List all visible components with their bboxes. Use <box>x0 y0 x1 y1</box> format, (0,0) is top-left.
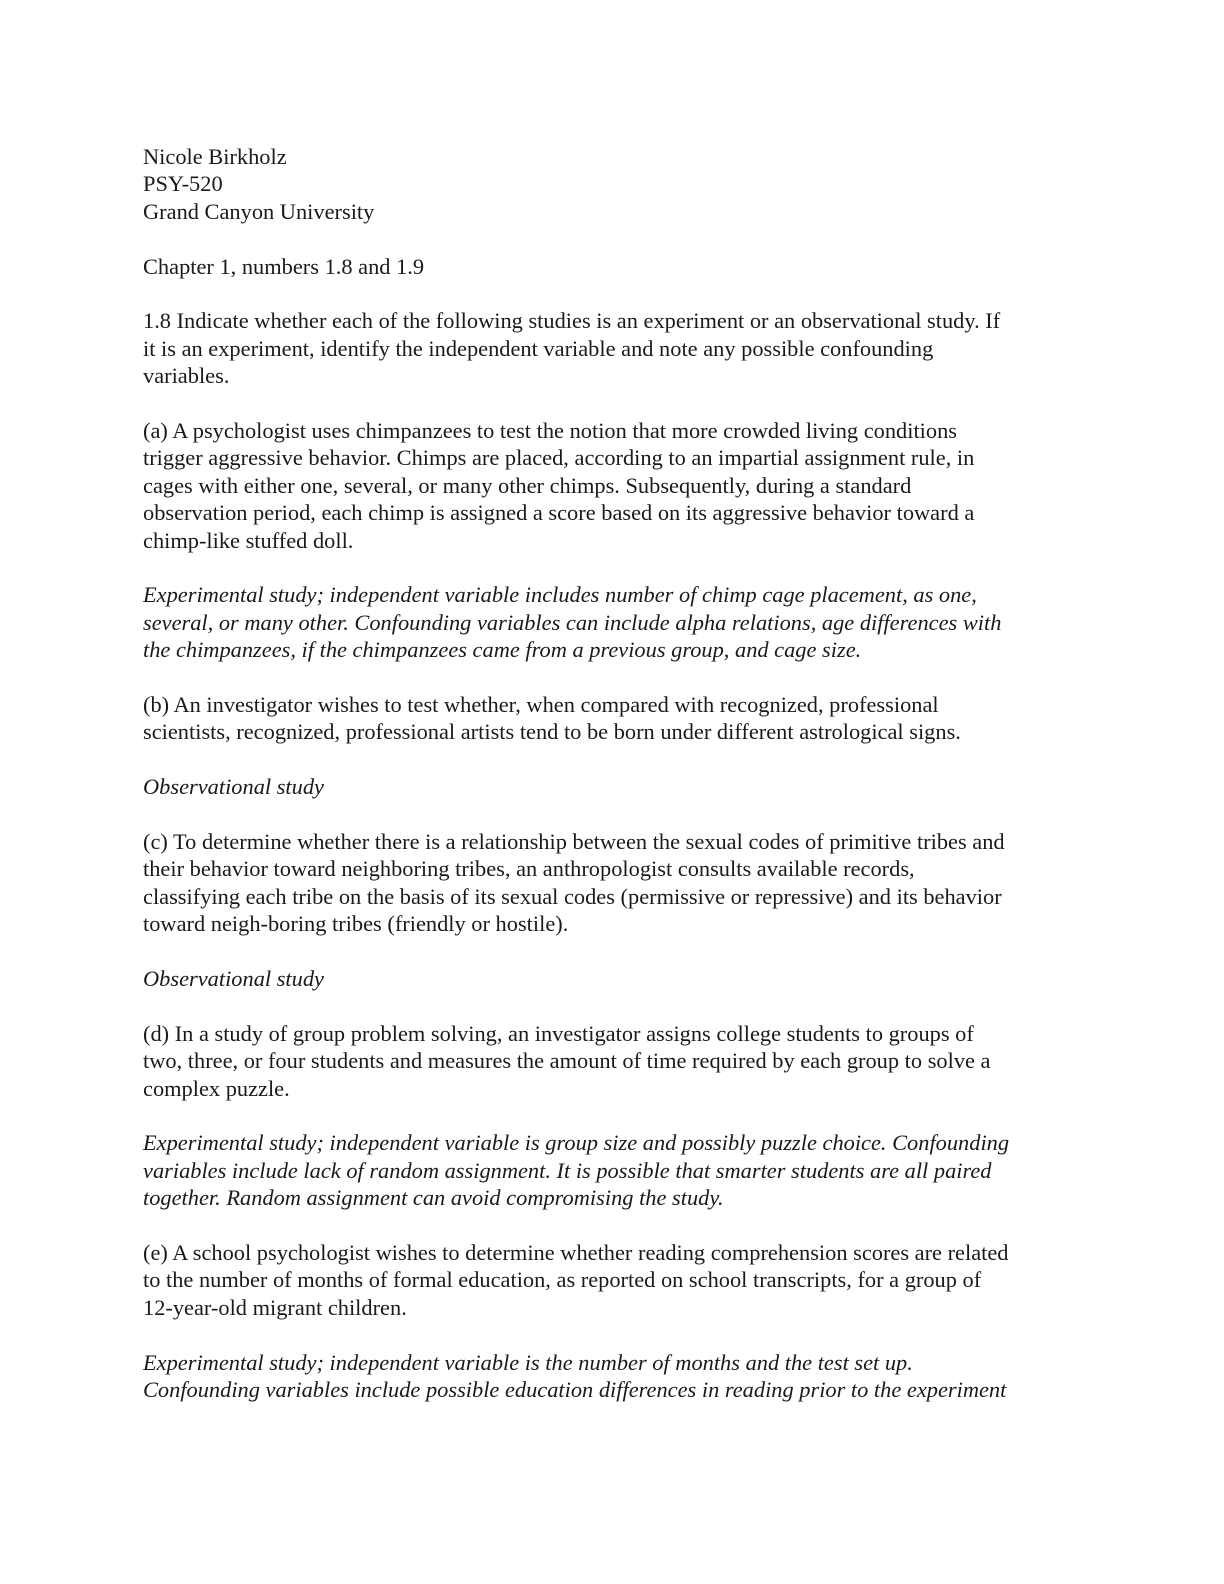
part-c-answer <box>143 965 1073 992</box>
question-line: (b) An investigator wishes to test whether, when compared with recognized, professional <box>143 692 939 718</box>
author-header <box>143 143 1073 225</box>
question-line: (a) A psychologist uses chimpanzees to test the notion that more crowded living conditions <box>143 418 957 444</box>
question-line: trigger aggressive behavior. Chimps are placed, according to an impartial assignment rule, in <box>143 445 975 471</box>
question-line: observation period, each chimp is assigned a score based on its aggressive behavior toward a <box>143 500 975 526</box>
answer-line: Experimental study; independent variable is the number of months and the test set up. <box>143 1349 913 1375</box>
chapter-heading <box>143 253 1073 280</box>
answer-line: Experimental study; independent variable is group size and possibly puzzle choice. Confounding <box>143 1130 1010 1156</box>
question-line: (e) A school psychologist wishes to determine whether reading comprehension scores are related <box>143 1240 1009 1266</box>
answer-line: the chimpanzees, if the chimpanzees came from a previous group, and cage size. <box>143 637 862 663</box>
question-line: complex puzzle. <box>143 1075 290 1101</box>
question-1-8-prompt <box>143 307 1073 389</box>
question-line: 12-year-old migrant children. <box>143 1294 407 1320</box>
part-d-answer <box>143 1129 1073 1211</box>
question-line: (c) To determine whether there is a relationship between the sexual codes of primitive tribes and <box>143 829 1005 855</box>
document-page <box>143 143 1073 1431</box>
part-a-answer <box>143 581 1073 663</box>
answer-line: Observational study <box>143 966 324 992</box>
question-line: two, three, or four students and measures the amount of time required by each group to solve a <box>143 1048 991 1074</box>
answer-line: Experimental study; independent variable includes number of chimp cage placement, as one, <box>143 582 977 608</box>
part-b-question <box>143 691 1073 746</box>
answer-line: Observational study <box>143 774 324 800</box>
part-c-question <box>143 828 1073 938</box>
question-line: scientists, recognized, professional artists tend to be born under different astrological signs. <box>143 719 961 745</box>
course-code: PSY-520 <box>143 171 223 197</box>
part-b-answer <box>143 773 1073 800</box>
prompt-line: variables. <box>143 363 230 389</box>
part-e-answer <box>143 1349 1073 1404</box>
school-name: Grand Canyon University <box>143 198 375 224</box>
question-line: cages with either one, several, or many other chimps. Subsequently, during a standard <box>143 472 912 498</box>
answer-line: together. Random assignment can avoid compromising the study. <box>143 1185 724 1211</box>
question-line: (d) In a study of group problem solving, an investigator assigns college students to groups of <box>143 1020 974 1046</box>
question-line: toward neigh-boring tribes (friendly or hostile). <box>143 911 569 937</box>
part-e-question <box>143 1239 1073 1321</box>
question-line: their behavior toward neighboring tribes, an anthropologist consults available records, <box>143 856 915 882</box>
answer-line: several, or many other. Confounding variables can include alpha relations, age differences with <box>143 609 1002 635</box>
part-a-question <box>143 417 1073 554</box>
question-line: to the number of months of formal education, as reported on school transcripts, for a group of <box>143 1267 982 1293</box>
part-d-question <box>143 1020 1073 1102</box>
question-line: chimp-like stuffed doll. <box>143 527 354 553</box>
answer-line: variables include lack of random assignment. It is possible that smarter students are all paired <box>143 1157 992 1183</box>
answer-line: Confounding variables include possible education differences in reading prior to the experiment <box>143 1377 1007 1403</box>
prompt-line: 1.8 Indicate whether each of the following studies is an experiment or an observational study. If <box>143 308 1001 334</box>
question-line: classifying each tribe on the basis of its sexual codes (permissive or repressive) and its behavior <box>143 883 1002 909</box>
prompt-line: it is an experiment, identify the independent variable and note any possible confounding <box>143 335 934 361</box>
author-name: Nicole Birkholz <box>143 144 287 169</box>
chapter-line: Chapter 1, numbers 1.8 and 1.9 <box>143 253 425 279</box>
